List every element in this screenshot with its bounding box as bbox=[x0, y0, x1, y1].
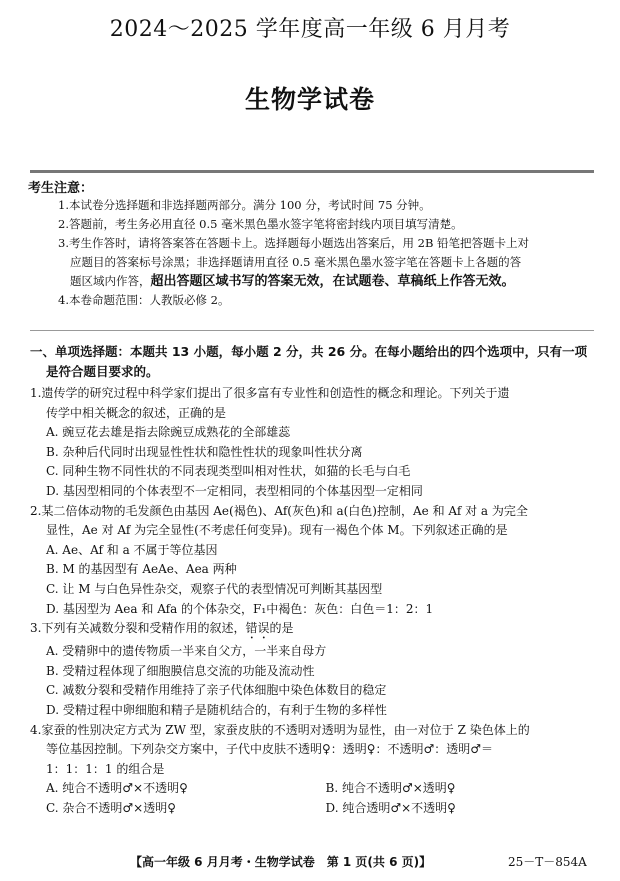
subject-title: 生物学试卷 bbox=[244, 85, 375, 114]
notice-item-3-tail: 题区域内作答， bbox=[70, 274, 151, 288]
q2-option-a: A. Ae、Af 和 a 不属于等位基因 bbox=[46, 542, 218, 557]
q4-option-d: D. 纯合透明♂×不透明♀ bbox=[325, 800, 456, 815]
section-heading bbox=[30, 342, 605, 382]
section-line-1: 一、单项选择题：本题共 13 小题，每小题 2 分，共 26 分。在每小题给出的四个选项中，只有一项 bbox=[30, 344, 588, 359]
q4-option-c: C. 杂合不透明♂×透明♀ bbox=[46, 800, 176, 815]
q3-option-c: C. 减数分裂和受精作用维持了亲子代体细胞中染色体数目的稳定 bbox=[46, 683, 387, 698]
q1-option-d: D. 基因型相同的个体表型不一定相同，表型相同的个体基因型一定相同 bbox=[46, 483, 423, 498]
q4-stem-1: 4.家蚕的性别决定方式为 ZW 型，家蚕皮肤的不透明对透明为显性，由一对位于 Z 染色体上的 bbox=[30, 722, 530, 737]
q1-option-b: B. 杂种后代同时出现显性性状和隐性性状的现象叫性状分离 bbox=[46, 444, 363, 459]
q2-stem-2: 显性，Ae 对 Af 为完全显性(不考虑任何变异)。现有一褐色个体 M。下列叙述正确的是 bbox=[46, 523, 508, 538]
section-line-2: 是符合题目要求的。 bbox=[46, 364, 159, 379]
exam-title: 2024～2025 学年度高一年级 6 月月考 bbox=[109, 17, 511, 42]
q4-option-b: B. 纯合不透明♂×透明♀ bbox=[325, 781, 456, 796]
q2-stem-1: 2.某二倍体动物的毛发颜色由基因 Ae(褐色)、Af(灰色)和 a(白色)控制，Ae 和 Af 对 a 为完全 bbox=[30, 503, 528, 518]
notice-heading: 考生注意： bbox=[28, 181, 94, 196]
footer-code: 25－T－854A bbox=[508, 855, 587, 869]
q3-option-b: B. 受精过程体现了细胞膜信息交流的功能及流动性 bbox=[46, 663, 315, 678]
q4-options-row-1 bbox=[46, 779, 605, 799]
q4-option-a: A. 纯合不透明♂×不透明♀ bbox=[46, 781, 188, 796]
q3-option-d: D. 受精过程中卵细胞和精子是随机结合的，有利于生物的多样性 bbox=[46, 702, 387, 717]
q1-option-c: C. 同种生物不同性状的不同表现类型叫相对性状，如猫的长毛与白毛 bbox=[46, 464, 411, 479]
notice-item-3: 3.考生作答时，请将答案答在答题卡上。选择题每小题选出答案后，用 2B 铅笔把答题卡上对 bbox=[58, 236, 530, 250]
notice-item-3-cont2 bbox=[70, 272, 600, 291]
q3-stem-emphasis: 错误 bbox=[245, 621, 270, 636]
q2-option-b: B. M 的基因型有 AeAe、Aea 两种 bbox=[46, 562, 237, 577]
q3-stem-post: 的是 bbox=[269, 621, 294, 636]
q1-stem-1: 1.遗传学的研究过程中科学家们提出了很多富有专业性和创造性的概念和理论。下列关于遗 bbox=[30, 386, 510, 400]
q3-option-a: A. 受精卵中的遗传物质一半来自父方，一半来自母方 bbox=[46, 644, 327, 659]
q3-stem-pre: 3.下列有关减数分裂和受精作用的叙述， bbox=[30, 621, 246, 636]
notice-item-3-cont: 应题目的答案标号涂黑；非选择题请用直径 0.5 毫米黑色墨水签字笔在答题卡上各题的答 bbox=[70, 255, 522, 269]
notice-block bbox=[30, 196, 600, 310]
q4-stem-2: 等位基因控制。下列杂交方案中，子代中皮肤不透明♀：透明♀：不透明♂：透明♂＝ bbox=[46, 742, 494, 757]
divider-mid bbox=[30, 330, 594, 331]
q4-stem-3: 1：1：1：1 的组合是 bbox=[46, 761, 165, 776]
q4-options-row-2 bbox=[46, 799, 605, 819]
divider-top bbox=[30, 170, 594, 173]
question-list bbox=[30, 384, 605, 818]
q1-option-a: A. 豌豆花去雄是指去除豌豆成熟花的全部雄蕊 bbox=[46, 425, 291, 440]
q1-stem-2: 传学中相关概念的叙述，正确的是 bbox=[46, 405, 227, 420]
q3-stem bbox=[30, 619, 605, 642]
notice-item-4: 4.本卷命题范围：人教版必修 2。 bbox=[58, 293, 230, 307]
q2-option-c: C. 让 M 与白色异性杂交，观察子代的表型情况可判断其基因型 bbox=[46, 581, 383, 596]
notice-item-1: 1.本试卷分选择题和非选择题两部分。满分 100 分，考试时间 75 分钟。 bbox=[58, 198, 431, 212]
notice-item-2: 2.答题前，考生务必用直径 0.5 毫米黑色墨水签字笔将密封线内项目填写清楚。 bbox=[58, 217, 463, 231]
notice-warning: 超出答题区域书写的答案无效，在试题卷、草稿纸上作答无效。 bbox=[150, 274, 515, 289]
q2-option-d: D. 基因型为 Aea 和 Afa 的个体杂交，F₁中褐色：灰色：白色＝1：2：1 bbox=[46, 601, 434, 616]
footer-page-info: 【高一年级 6 月月考・生物学试卷 第 1 页(共 6 页)】 bbox=[130, 855, 432, 869]
